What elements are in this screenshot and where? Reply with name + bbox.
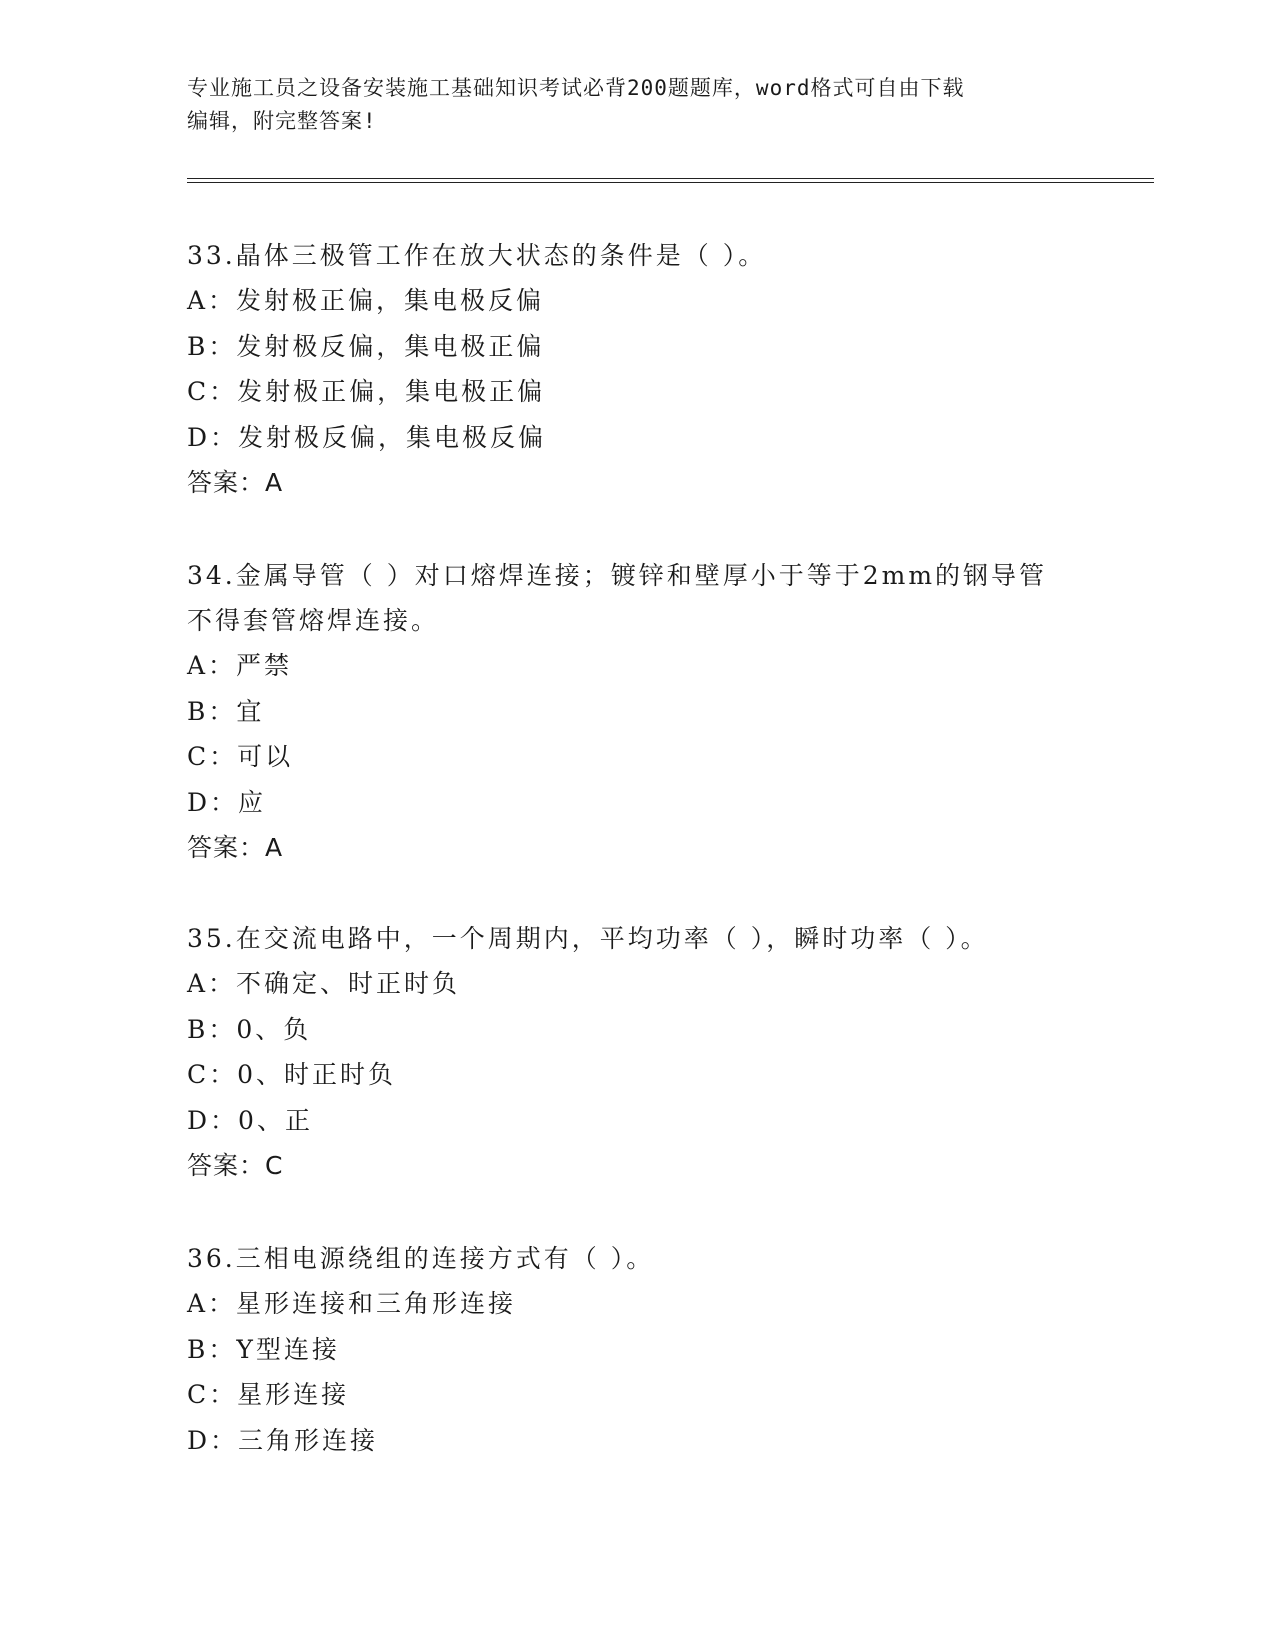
header-title-line-2: 编辑，附完整答案! xyxy=(187,109,377,133)
option-b: B：0、负 xyxy=(187,1014,312,1044)
question-stem-line-1: 34.金属导管（ ）对口熔焊连接；镀锌和壁厚小于等于2mm的钢导管 xyxy=(187,561,1048,590)
question-stem: 33.晶体三极管工作在放大状态的条件是（ ）。 xyxy=(187,241,767,270)
option-c: C：星形连接 xyxy=(187,1380,350,1409)
option-d: D：发射极反偏，集电极反偏 xyxy=(187,422,547,452)
option-b: B：发射极反偏，集电极正偏 xyxy=(187,331,545,361)
option-d: D：0、正 xyxy=(187,1105,313,1135)
question-34 xyxy=(187,553,1087,870)
option-b: B：宜 xyxy=(187,696,265,726)
option-d: D：三角形连接 xyxy=(187,1425,379,1455)
option-b: B：Y型连接 xyxy=(187,1334,340,1364)
option-a: A：严禁 xyxy=(187,651,293,680)
question-36 xyxy=(187,1236,1087,1463)
document-header xyxy=(187,72,1087,138)
question-33 xyxy=(187,233,1087,505)
option-c: C：可以 xyxy=(187,742,294,771)
question-stem-line-2: 不得套管熔焊连接。 xyxy=(187,606,440,635)
option-a: A：星形连接和三角形连接 xyxy=(187,1289,517,1318)
option-d: D：应 xyxy=(187,787,267,817)
option-a: A：发射极正偏，集电极反偏 xyxy=(187,286,545,315)
header-divider-bottom xyxy=(187,182,1154,183)
answer-line: 答案：C xyxy=(187,1151,284,1180)
question-35 xyxy=(187,916,1087,1188)
question-stem: 35.在交流电路中，一个周期内，平均功率（ ），瞬时功率（ ）。 xyxy=(187,924,989,953)
question-stem: 36.三相电源绕组的连接方式有（ ）。 xyxy=(187,1244,655,1273)
option-a: A：不确定、时正时负 xyxy=(187,969,461,998)
header-title-line-1: 专业施工员之设备安装施工基础知识考试必背200题题库，word格式可自由下载 xyxy=(187,76,965,100)
answer-line: 答案：A xyxy=(187,833,284,862)
option-c: C：发射极正偏，集电极正偏 xyxy=(187,377,546,406)
header-divider-top xyxy=(187,178,1154,179)
option-c: C：0、时正时负 xyxy=(187,1060,397,1089)
answer-line: 答案：A xyxy=(187,468,284,497)
